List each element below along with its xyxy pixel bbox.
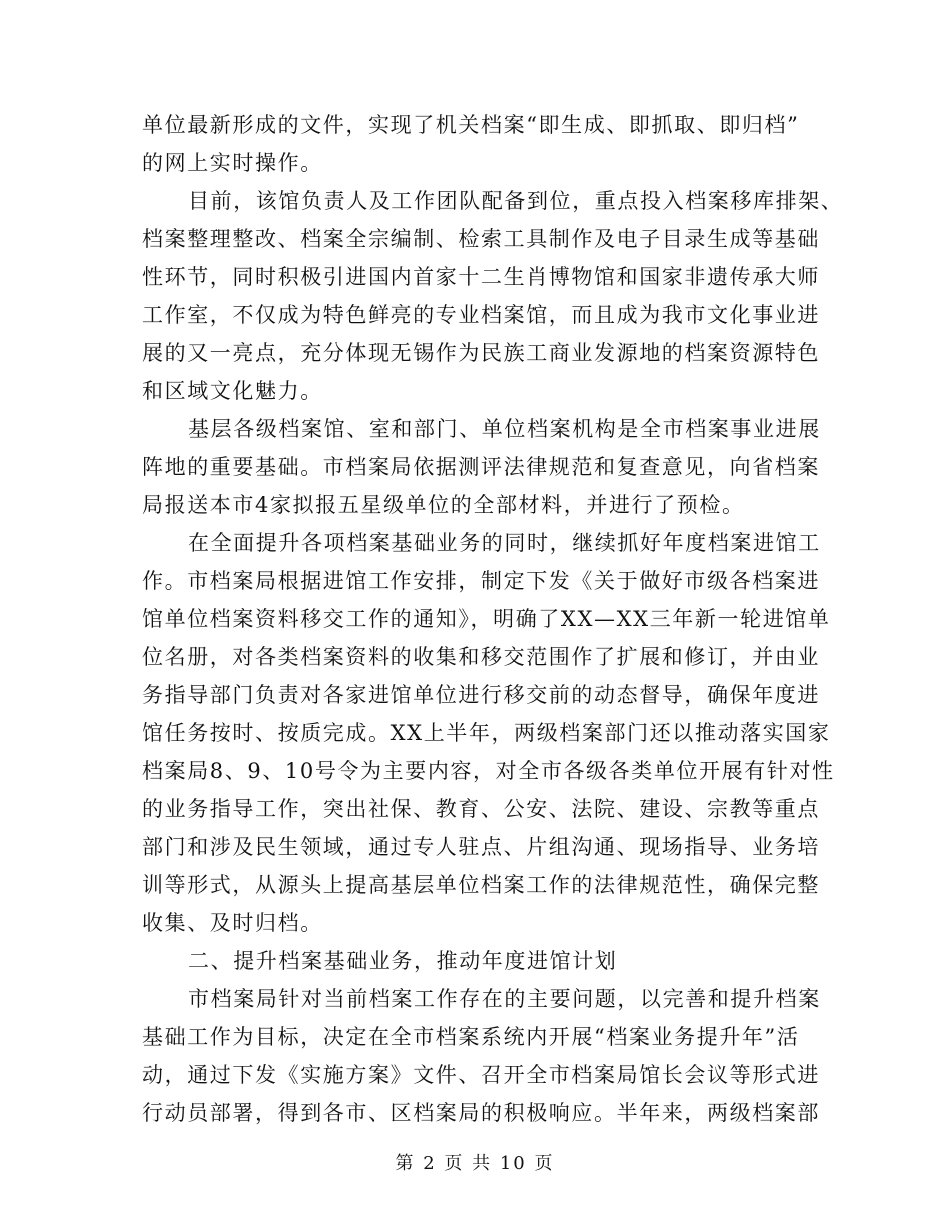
text-line: 的业务指导工作，突出社保、教育、公安、法院、建设、宗教等重点 (142, 797, 820, 821)
page-number-footer: 第 2 页 共 10 页 (395, 1153, 555, 1174)
paragraph-start-line: 目前，该馆负责人及工作团队配备到位，重点投入档案移库排架、 (188, 189, 844, 213)
text-line: 馆单位档案资料移交工作的通知》，明确了XX—XX三年新一轮进馆单 (142, 607, 831, 631)
text-line: 行动员部署，得到各市、区档案局的积极响应。半年来，两级档案部 (142, 1101, 820, 1125)
text-line: 训等形式，从源头上提高基层单位档案工作的法律规范性，确保完整 (142, 873, 820, 897)
text-line: 工作室，不仅成为特色鲜亮的专业档案馆，而且成为我市文化事业进 (142, 303, 820, 327)
text-line: 单位最新形成的文件，实现了机关档案“即生成、即抓取、即归档” (142, 113, 800, 137)
text-line: 基础工作为目标，决定在全市档案系统内开展“档案业务提升年”活 (142, 1025, 800, 1049)
paragraph-start-line: 市档案局针对当前档案工作存在的主要问题，以完善和提升档案 (188, 987, 821, 1011)
text-line: 部门和涉及民生领域，通过专人驻点、片组沟通、现场指导、业务培 (142, 835, 820, 859)
text-line: 馆任务按时、按质完成。XX上半年，两级档案部门还以推动落实国家 (142, 721, 831, 745)
text-line: 阵地的重要基础。市档案局依据测评法律规范和复查意见，向省档案 (142, 455, 820, 479)
text-line: 档案整理整改、档案全宗编制、检索工具制作及电子目录生成等基础 (142, 227, 820, 251)
text-line: 位名册，对各类档案资料的收集和移交范围作了扩展和修订，并由业 (142, 645, 820, 669)
text-line: 的网上实时操作。 (142, 151, 323, 175)
text-line: 务指导部门负责对各家进馆单位进行移交前的动态督导，确保年度进 (142, 683, 820, 707)
paragraph-start-line: 基层各级档案馆、室和部门、单位档案机构是全市档案事业进展 (188, 417, 821, 441)
text-line: 性环节，同时积极引进国内首家十二生肖博物馆和国家非遗传承大师 (142, 265, 820, 289)
text-line: 和区域文化魅力。 (142, 379, 323, 403)
text-line: 展的又一亮点，充分体现无锡作为民族工商业发源地的档案资源特色 (142, 341, 820, 365)
text-line: 档案局8、9、10号令为主要内容，对全市各级各类单位开展有针对性 (142, 759, 835, 783)
text-line: 局报送本市4家拟报五星级单位的全部材料，并进行了预检。 (142, 493, 745, 517)
section-heading: 二、提升档案基础业务，推动年度进馆计划 (188, 949, 618, 973)
text-line: 作。市档案局根据进馆工作安排，制定下发《关于做好市级各档案进 (142, 569, 820, 593)
paragraph-start-line: 在全面提升各项档案基础业务的同时，继续抓好年度档案进馆工 (188, 531, 821, 555)
text-line: 动，通过下发《实施方案》文件、召开全市档案局馆长会议等形式进 (142, 1063, 820, 1087)
text-line: 收集、及时归档。 (142, 911, 323, 935)
